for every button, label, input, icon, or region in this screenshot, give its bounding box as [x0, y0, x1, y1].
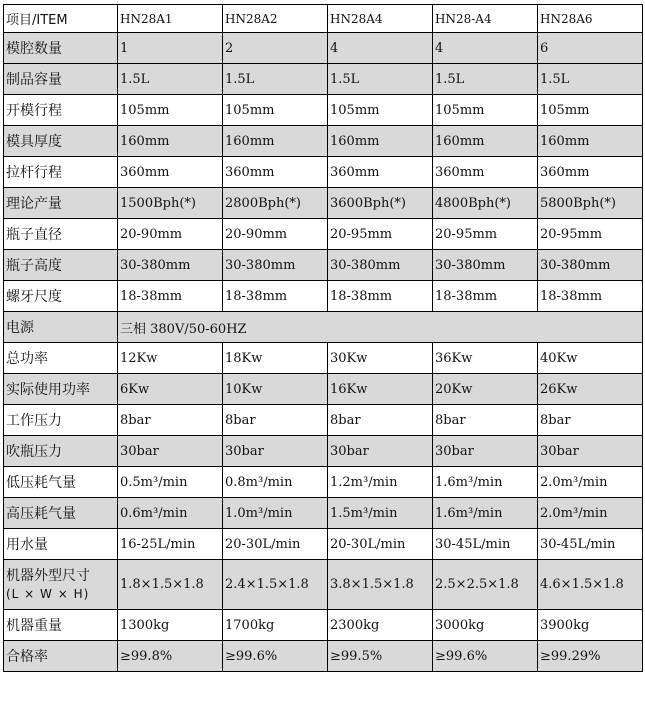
table-cell: 18-38mm — [118, 281, 223, 312]
table-cell: 160mm — [118, 126, 223, 157]
row-label-sub: (L × W × H) — [6, 586, 90, 601]
table-row — [4, 312, 643, 343]
spec-table — [3, 4, 643, 672]
row-label: 瓶子高度 — [4, 250, 118, 281]
table-cell: 360mm — [538, 157, 643, 188]
table-cell: 3000kg — [433, 610, 538, 641]
table-cell: 18-38mm — [433, 281, 538, 312]
table-cell: 1.5L — [118, 64, 223, 95]
table-row — [4, 560, 643, 610]
table-cell: 18-38mm — [223, 281, 328, 312]
table-row — [4, 126, 643, 157]
table-cell: 1500Bph(*) — [118, 188, 223, 219]
table-row — [4, 219, 643, 250]
table-cell: 4 — [328, 33, 433, 64]
row-label: 用水量 — [4, 529, 118, 560]
row-label: 电源 — [4, 312, 118, 343]
row-label: 工作压力 — [4, 405, 118, 436]
table-cell: 105mm — [118, 95, 223, 126]
table-cell: 1.5L — [433, 64, 538, 95]
table-cell: 1300kg — [118, 610, 223, 641]
table-cell: 5800Bph(*) — [538, 188, 643, 219]
table-cell: 30-380mm — [223, 250, 328, 281]
table-cell: 1.5L — [328, 64, 433, 95]
row-label: 瓶子直径 — [4, 219, 118, 250]
table-cell: 30-45L/min — [538, 529, 643, 560]
header-model-1: HN28A1 — [118, 5, 223, 33]
row-label: 模腔数量 — [4, 33, 118, 64]
table-cell: 360mm — [328, 157, 433, 188]
table-cell: 20-95mm — [433, 219, 538, 250]
table-cell: 40Kw — [538, 343, 643, 374]
table-cell: 105mm — [328, 95, 433, 126]
row-label: 开模行程 — [4, 95, 118, 126]
table-row — [4, 374, 643, 405]
table-row — [4, 467, 643, 498]
table-cell: 2 — [223, 33, 328, 64]
table-cell: 360mm — [433, 157, 538, 188]
table-cell: 2.0m³/min — [538, 467, 643, 498]
table-cell: 3.8×1.5×1.8 — [328, 560, 433, 610]
table-cell: 160mm — [538, 126, 643, 157]
table-row — [4, 33, 643, 64]
table-cell: 1.0m³/min — [223, 498, 328, 529]
table-row — [4, 498, 643, 529]
table-cell: 20Kw — [433, 374, 538, 405]
table-cell: 360mm — [118, 157, 223, 188]
table-cell: 1.6m³/min — [433, 467, 538, 498]
row-label: 机器重量 — [4, 610, 118, 641]
table-cell: 8bar — [538, 405, 643, 436]
header-model-2: HN28A2 — [223, 5, 328, 33]
table-cell: 20-90mm — [223, 219, 328, 250]
table-cell: 8bar — [223, 405, 328, 436]
table-cell: 160mm — [223, 126, 328, 157]
table-row — [4, 250, 643, 281]
row-label: 模具厚度 — [4, 126, 118, 157]
row-label-main: 机器外型尺寸 — [6, 567, 90, 584]
table-cell: 4.6×1.5×1.8 — [538, 560, 643, 610]
table-row — [4, 610, 643, 641]
table-cell: ≥99.5% — [328, 641, 433, 672]
table-cell: 16Kw — [328, 374, 433, 405]
table-cell: 1.5L — [223, 64, 328, 95]
table-cell: 30-380mm — [118, 250, 223, 281]
row-label — [4, 560, 118, 610]
table-cell: 10Kw — [223, 374, 328, 405]
table-cell: ≥99.6% — [433, 641, 538, 672]
table-row — [4, 405, 643, 436]
table-cell: 20-30L/min — [328, 529, 433, 560]
table-cell: 30-380mm — [538, 250, 643, 281]
row-label: 吹瓶压力 — [4, 436, 118, 467]
header-item: 项目/ITEM — [4, 5, 118, 33]
merged-cell: 三相 380V/50-60HZ — [118, 312, 643, 343]
table-cell: 0.5m³/min — [118, 467, 223, 498]
table-cell: 360mm — [223, 157, 328, 188]
table-cell: 30Kw — [328, 343, 433, 374]
table-cell: 8bar — [118, 405, 223, 436]
table-row — [4, 436, 643, 467]
table-cell: 1.8×1.5×1.8 — [118, 560, 223, 610]
table-cell: 26Kw — [538, 374, 643, 405]
table-cell: 12Kw — [118, 343, 223, 374]
table-cell: 3600Bph(*) — [328, 188, 433, 219]
table-row — [4, 529, 643, 560]
table-cell: 18-38mm — [538, 281, 643, 312]
table-cell: 30-380mm — [433, 250, 538, 281]
table-cell: 160mm — [433, 126, 538, 157]
table-cell: 1700kg — [223, 610, 328, 641]
table-row — [4, 641, 643, 672]
table-cell: 8bar — [433, 405, 538, 436]
table-cell: 105mm — [433, 95, 538, 126]
table-cell: 1.2m³/min — [328, 467, 433, 498]
table-cell: 2800Bph(*) — [223, 188, 328, 219]
table-row — [4, 188, 643, 219]
table-cell: 16-25L/min — [118, 529, 223, 560]
table-cell: 18Kw — [223, 343, 328, 374]
row-label: 实际使用功率 — [4, 374, 118, 405]
row-label: 拉杆行程 — [4, 157, 118, 188]
table-cell: 105mm — [538, 95, 643, 126]
row-label: 制品容量 — [4, 64, 118, 95]
table-cell: 2300kg — [328, 610, 433, 641]
table-cell: 2.5×2.5×1.8 — [433, 560, 538, 610]
table-cell: 1.6m³/min — [433, 498, 538, 529]
table-cell: 0.8m³/min — [223, 467, 328, 498]
table-cell: 20-95mm — [328, 219, 433, 250]
table-row — [4, 64, 643, 95]
table-cell: ≥99.8% — [118, 641, 223, 672]
table-cell: 20-95mm — [538, 219, 643, 250]
table-cell: 105mm — [223, 95, 328, 126]
table-cell: 2.4×1.5×1.8 — [223, 560, 328, 610]
table-cell: 30-45L/min — [433, 529, 538, 560]
table-cell: 6Kw — [118, 374, 223, 405]
table-cell: 30bar — [223, 436, 328, 467]
table-row — [4, 281, 643, 312]
row-label: 螺牙尺度 — [4, 281, 118, 312]
table-row — [4, 95, 643, 126]
header-model-3: HN28A4 — [328, 5, 433, 33]
table-cell: 30-380mm — [328, 250, 433, 281]
row-label: 高压耗气量 — [4, 498, 118, 529]
header-row — [4, 5, 643, 33]
table-cell: 1.5L — [538, 64, 643, 95]
table-cell: 2.0m³/min — [538, 498, 643, 529]
table-row — [4, 343, 643, 374]
table-cell: 30bar — [538, 436, 643, 467]
table-cell: 30bar — [328, 436, 433, 467]
table-cell: 20-90mm — [118, 219, 223, 250]
table-cell: 4800Bph(*) — [433, 188, 538, 219]
table-cell: 30bar — [118, 436, 223, 467]
table-cell: 160mm — [328, 126, 433, 157]
table-row — [4, 157, 643, 188]
table-cell: 0.6m³/min — [118, 498, 223, 529]
row-label: 总功率 — [4, 343, 118, 374]
table-cell: ≥99.6% — [223, 641, 328, 672]
table-cell: 4 — [433, 33, 538, 64]
row-label: 理论产量 — [4, 188, 118, 219]
table-cell: 20-30L/min — [223, 529, 328, 560]
table-cell: 6 — [538, 33, 643, 64]
header-model-4: HN28-A4 — [433, 5, 538, 33]
table-cell: 8bar — [328, 405, 433, 436]
table-cell: 36Kw — [433, 343, 538, 374]
table-cell: 3900kg — [538, 610, 643, 641]
table-cell: 18-38mm — [328, 281, 433, 312]
header-model-5: HN28A6 — [538, 5, 643, 33]
row-label: 合格率 — [4, 641, 118, 672]
table-cell: 1.5m³/min — [328, 498, 433, 529]
table-cell: 30bar — [433, 436, 538, 467]
table-cell: 1 — [118, 33, 223, 64]
table-cell: ≥99.29% — [538, 641, 643, 672]
row-label: 低压耗气量 — [4, 467, 118, 498]
